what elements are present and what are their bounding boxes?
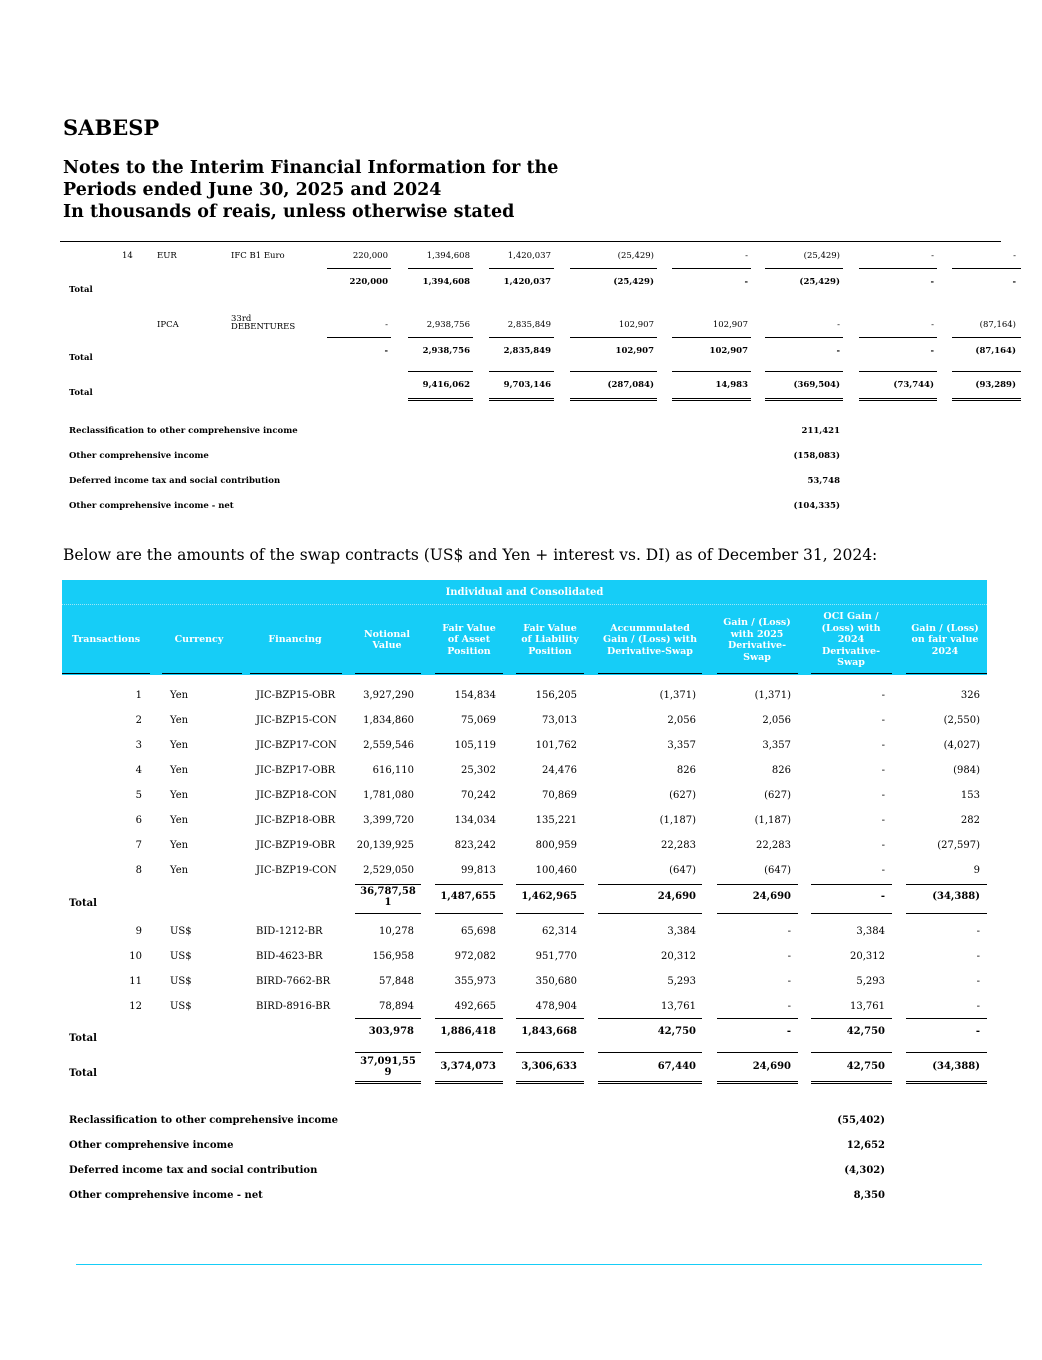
col-header-currency: Currency	[174, 634, 224, 646]
fv-liability-cell: 135,221	[535, 815, 577, 826]
row-number: 6	[135, 815, 142, 826]
notional-cell: 3,927,290	[363, 690, 414, 701]
col-header-fv-liability: Fair Value of Liability Position	[521, 622, 579, 657]
total-cell: 3,306,633	[521, 1061, 577, 1072]
total-label: Total	[69, 388, 93, 398]
fv-liability-cell: 70,869	[542, 790, 577, 801]
gain-2025-cell: (1,187)	[754, 815, 791, 826]
fv-asset-cell: 492,665	[454, 1001, 496, 1012]
row-number: 9	[135, 926, 142, 937]
gain-2025-cell: (1,371)	[754, 690, 791, 701]
total-label: Total	[69, 353, 93, 363]
financing-cell: 33rd DEBENTURES	[231, 314, 296, 332]
fv-2024-cell: 153	[960, 790, 980, 801]
accumulated-cell: (1,187)	[659, 815, 696, 826]
fv-asset-cell: 823,242	[454, 840, 496, 851]
fv-asset-cell: 99,813	[461, 865, 496, 876]
financing-cell: JIC-BZP19-CON	[256, 865, 337, 876]
oci-value: 8,350	[853, 1190, 885, 1201]
value-cell: 1,394,608	[426, 251, 470, 261]
total-cell: 1,394,608	[422, 277, 470, 287]
total-cell: 1,886,418	[440, 1026, 496, 1037]
financing-cell: JIC-BZP18-CON	[256, 790, 337, 801]
financing-cell: BID-1212-BR	[256, 926, 323, 937]
heading-line-3: In thousands of reais, unless otherwise stated	[63, 202, 515, 222]
financing-cell: JIC-BZP17-OBR	[256, 765, 336, 776]
currency-cell: IPCA	[157, 320, 179, 330]
fv-asset-cell: 75,069	[461, 715, 496, 726]
total-cell: 14,983	[715, 380, 748, 390]
currency-cell: Yen	[170, 740, 189, 751]
col-header-financing: Financing	[268, 634, 322, 646]
fv-asset-cell: 972,082	[454, 951, 496, 962]
accumulated-cell: 20,312	[661, 951, 696, 962]
accumulated-cell: 2,056	[667, 715, 696, 726]
total-cell: 9,703,146	[503, 380, 551, 390]
oci-label: Other comprehensive income	[69, 451, 209, 461]
oci-2024-cell: 3,384	[856, 926, 885, 937]
oci-label: Other comprehensive income - net	[69, 501, 234, 511]
currency-cell: US$	[170, 976, 192, 987]
total-cell: 42,750	[846, 1026, 885, 1037]
oci-value: 12,652	[846, 1140, 885, 1151]
col-header-oci-2024: OCI Gain / (Loss) with 2024 Derivative-Swap	[821, 611, 881, 669]
accumulated-cell: 826	[676, 765, 696, 776]
total-cell: 42,750	[657, 1026, 696, 1037]
notional-cell: 78,894	[379, 1001, 414, 1012]
currency-cell: Yen	[170, 715, 189, 726]
oci-2024-cell: -	[881, 840, 885, 851]
financing-cell: JIC-BZP19-OBR	[256, 840, 336, 851]
fv-liability-cell: 350,680	[535, 976, 577, 987]
value-cell: (25,429)	[803, 251, 840, 261]
total-cell: (369,504)	[793, 380, 840, 390]
total-cell: -	[930, 277, 934, 287]
accumulated-cell: 22,283	[661, 840, 696, 851]
notional-cell: 1,781,080	[363, 790, 414, 801]
notional-cell: 2,559,546	[363, 740, 414, 751]
value-cell: (87,164)	[979, 320, 1016, 330]
total-cell: 1,462,965	[521, 891, 577, 902]
fv-2024-cell: -	[976, 951, 980, 962]
notional-cell: 3,399,720	[363, 815, 414, 826]
total-cell: (287,084)	[607, 380, 654, 390]
fv-liability-cell: 156,205	[535, 690, 577, 701]
fv-2024-cell: 9	[973, 865, 980, 876]
fv-2024-cell: (2,550)	[943, 715, 980, 726]
total-cell: (25,429)	[799, 277, 840, 287]
notional-cell: 57,848	[379, 976, 414, 987]
gain-2025-cell: -	[787, 926, 791, 937]
col-header-fv-2024: Gain / (Loss) on fair value 2024	[911, 622, 979, 657]
row-number: 3	[135, 740, 142, 751]
row-number: 7	[135, 840, 142, 851]
oci-label: Deferred income tax and social contribution	[69, 1165, 318, 1176]
total-cell: -	[930, 346, 934, 356]
currency-cell: US$	[170, 951, 192, 962]
financing-cell: BIRD-7662-BR	[256, 976, 331, 987]
total-cell: 24,690	[752, 1061, 791, 1072]
col-header-notional: Notional Value	[363, 628, 411, 651]
col-header-transactions: Transactions	[71, 634, 141, 646]
total-cell: 9,416,062	[422, 380, 470, 390]
financing-cell: JIC-BZP18-OBR	[256, 815, 336, 826]
row-number: 10	[129, 951, 142, 962]
currency-cell: Yen	[170, 690, 189, 701]
value-cell: 2,938,756	[426, 320, 470, 330]
financing-cell: JIC-BZP17-CON	[256, 740, 337, 751]
total-cell: (87,164)	[975, 346, 1016, 356]
total-cell: -	[384, 346, 388, 356]
page-heading	[63, 157, 558, 223]
total-cell: 2,835,849	[503, 346, 551, 356]
total-cell: 1,843,668	[521, 1026, 577, 1037]
value-cell: -	[1013, 251, 1016, 261]
oci-2024-cell: -	[881, 740, 885, 751]
currency-cell: US$	[170, 1001, 192, 1012]
fv-2024-cell: -	[976, 926, 980, 937]
value-cell: 102,907	[618, 320, 654, 330]
total-cell: 1,487,655	[440, 891, 496, 902]
row-number: 11	[129, 976, 142, 987]
fv-2024-cell: -	[976, 976, 980, 987]
fv-liability-cell: 73,013	[542, 715, 577, 726]
oci-2024-cell: -	[881, 765, 885, 776]
row-number: 4	[135, 765, 142, 776]
total-cell: 102,907	[709, 346, 748, 356]
notional-total: 303,978	[368, 1026, 414, 1037]
total-cell: (25,429)	[613, 277, 654, 287]
gain-2025-cell: 3,357	[762, 740, 791, 751]
oci-label: Other comprehensive income	[69, 1140, 234, 1151]
currency-cell: Yen	[170, 865, 189, 876]
total-cell: -	[975, 1026, 980, 1037]
gain-2025-cell: -	[787, 951, 791, 962]
notional-cell: 1,834,860	[363, 715, 414, 726]
total-cell: -	[786, 1026, 791, 1037]
fv-2024-cell: (4,027)	[943, 740, 980, 751]
fv-liability-cell: 800,959	[535, 840, 577, 851]
value-cell: -	[931, 251, 934, 261]
currency-cell: Yen	[170, 815, 189, 826]
fv-asset-cell: 25,302	[461, 765, 496, 776]
row-number: 2	[135, 715, 142, 726]
oci-label: Reclassification to other comprehensive income	[69, 426, 298, 436]
total-cell: 102,907	[615, 346, 654, 356]
total-cell: -	[1012, 277, 1016, 287]
total-cell: (93,289)	[975, 380, 1016, 390]
oci-2024-cell: -	[881, 865, 885, 876]
accumulated-cell: (1,371)	[659, 690, 696, 701]
fv-asset-cell: 134,034	[454, 815, 496, 826]
fv-liability-cell: 478,904	[535, 1001, 577, 1012]
fv-2024-cell: (984)	[953, 765, 980, 776]
heading-line-1: Notes to the Interim Financial Information for the	[63, 158, 559, 178]
total-cell: 1,420,037	[503, 277, 551, 287]
notional-cell: 20,139,925	[356, 840, 414, 851]
total-cell: -	[744, 277, 748, 287]
oci-2024-cell: -	[881, 815, 885, 826]
total-cell: 42,750	[846, 1061, 885, 1072]
currency-cell: Yen	[170, 765, 189, 776]
row-number: 5	[135, 790, 142, 801]
currency-cell: Yen	[170, 840, 189, 851]
total-cell: (34,388)	[932, 891, 980, 902]
fv-asset-cell: 355,973	[454, 976, 496, 987]
fv-2024-cell: (27,597)	[937, 840, 980, 851]
financing-cell: BIRD-8916-BR	[256, 1001, 331, 1012]
header-rule	[60, 241, 1001, 242]
accumulated-cell: (647)	[669, 865, 696, 876]
total-cell: 3,374,073	[440, 1061, 496, 1072]
total-label: Total	[69, 285, 93, 295]
oci-2024-cell: 13,761	[850, 1001, 885, 1012]
accumulated-cell: 3,357	[667, 740, 696, 751]
oci-value: 211,421	[801, 426, 840, 436]
col-header-accumulated: Accummulated Gain / (Loss) with Derivative-Swap	[603, 622, 697, 657]
row-number: 8	[135, 865, 142, 876]
gain-2025-cell: (647)	[764, 865, 791, 876]
accumulated-cell: 13,761	[661, 1001, 696, 1012]
oci-2024-cell: 5,293	[856, 976, 885, 987]
value-cell: 102,907	[712, 320, 748, 330]
total-label: Total	[69, 1068, 97, 1079]
notional-total: 37,091,55 9	[360, 1056, 416, 1078]
gain-2025-cell: 2,056	[762, 715, 791, 726]
value-cell: 1,420,037	[507, 251, 551, 261]
col-header-gain-2025: Gain / (Loss) with 2025 Derivative-Swap	[723, 617, 791, 663]
currency-cell: Yen	[170, 790, 189, 801]
total-cell: -	[880, 891, 885, 902]
currency-cell: EUR	[157, 251, 177, 261]
fv-asset-cell: 65,698	[461, 926, 496, 937]
gain-2025-cell: -	[787, 976, 791, 987]
oci-2024-cell: -	[881, 690, 885, 701]
total-cell: 24,690	[657, 891, 696, 902]
notional-cell: 2,529,050	[363, 865, 414, 876]
oci-value: (104,335)	[793, 501, 840, 511]
row-number: 14	[122, 251, 133, 261]
oci-value: (55,402)	[837, 1115, 885, 1126]
row-number: 1	[135, 690, 142, 701]
financing-cell: JIC-BZP15-OBR	[256, 690, 336, 701]
currency-cell: US$	[170, 926, 192, 937]
swap-intro-text: Below are the amounts of the swap contracts (US$ and Yen + interest vs. DI) as of December 31, 2024:	[63, 546, 878, 564]
fv-liability-cell: 101,762	[535, 740, 577, 751]
oci-value: (158,083)	[793, 451, 840, 461]
accumulated-cell: (627)	[669, 790, 696, 801]
total-cell: 2,938,756	[422, 346, 470, 356]
total-label: Total	[69, 898, 97, 909]
total-label: Total	[69, 1033, 97, 1044]
notional-cell: 10,278	[379, 926, 414, 937]
company-name: SABESP	[63, 115, 160, 140]
accumulated-cell: 5,293	[667, 976, 696, 987]
value-cell: -	[385, 320, 388, 330]
notional-cell: 156,958	[372, 951, 414, 962]
oci-label: Reclassification to other comprehensive income	[69, 1115, 338, 1126]
fv-asset-cell: 105,119	[454, 740, 496, 751]
row-number: 12	[129, 1001, 142, 1012]
gain-2025-cell: 826	[771, 765, 791, 776]
gain-2025-cell: (627)	[764, 790, 791, 801]
financing-cell: IFC B1 Euro	[231, 251, 285, 261]
oci-value: (4,302)	[844, 1165, 885, 1176]
value-cell: (25,429)	[617, 251, 654, 261]
oci-value: 53,748	[807, 476, 840, 486]
oci-label: Deferred income tax and social contribution	[69, 476, 281, 486]
table-title: Individual and Consolidated	[445, 586, 604, 598]
total-cell: (34,388)	[932, 1061, 980, 1072]
total-cell: 67,440	[657, 1061, 696, 1072]
oci-label: Other comprehensive income - net	[69, 1190, 263, 1201]
value-cell: -	[931, 320, 934, 330]
total-cell: (73,744)	[893, 380, 934, 390]
fv-asset-cell: 154,834	[454, 690, 496, 701]
financing-cell: JIC-BZP15-CON	[256, 715, 337, 726]
oci-2024-cell: -	[881, 715, 885, 726]
fv-liability-cell: 951,770	[535, 951, 577, 962]
value-cell: -	[745, 251, 748, 261]
fv-liability-cell: 62,314	[542, 926, 577, 937]
total-cell: -	[836, 346, 840, 356]
oci-2024-cell: 20,312	[850, 951, 885, 962]
total-cell: 220,000	[349, 277, 388, 287]
heading-line-2: Periods ended June 30, 2025 and 2024	[63, 180, 442, 200]
value-cell: 2,835,849	[507, 320, 551, 330]
value-cell: -	[837, 320, 840, 330]
fv-asset-cell: 70,242	[461, 790, 496, 801]
fv-2024-cell: 326	[960, 690, 980, 701]
footer-rule	[76, 1264, 982, 1265]
gain-2025-cell: -	[787, 1001, 791, 1012]
value-cell: 220,000	[352, 251, 388, 261]
gain-2025-cell: 22,283	[756, 840, 791, 851]
fv-2024-cell: 282	[960, 815, 980, 826]
fv-liability-cell: 24,476	[542, 765, 577, 776]
notional-total: 36,787,58 1	[360, 886, 416, 908]
fv-2024-cell: -	[976, 1001, 980, 1012]
fv-liability-cell: 100,460	[535, 865, 577, 876]
notional-cell: 616,110	[372, 765, 414, 776]
oci-2024-cell: -	[881, 790, 885, 801]
financing-cell: BID-4623-BR	[256, 951, 323, 962]
total-cell: 24,690	[752, 891, 791, 902]
col-header-fv-asset: Fair Value of Asset Position	[442, 622, 496, 657]
accumulated-cell: 3,384	[667, 926, 696, 937]
